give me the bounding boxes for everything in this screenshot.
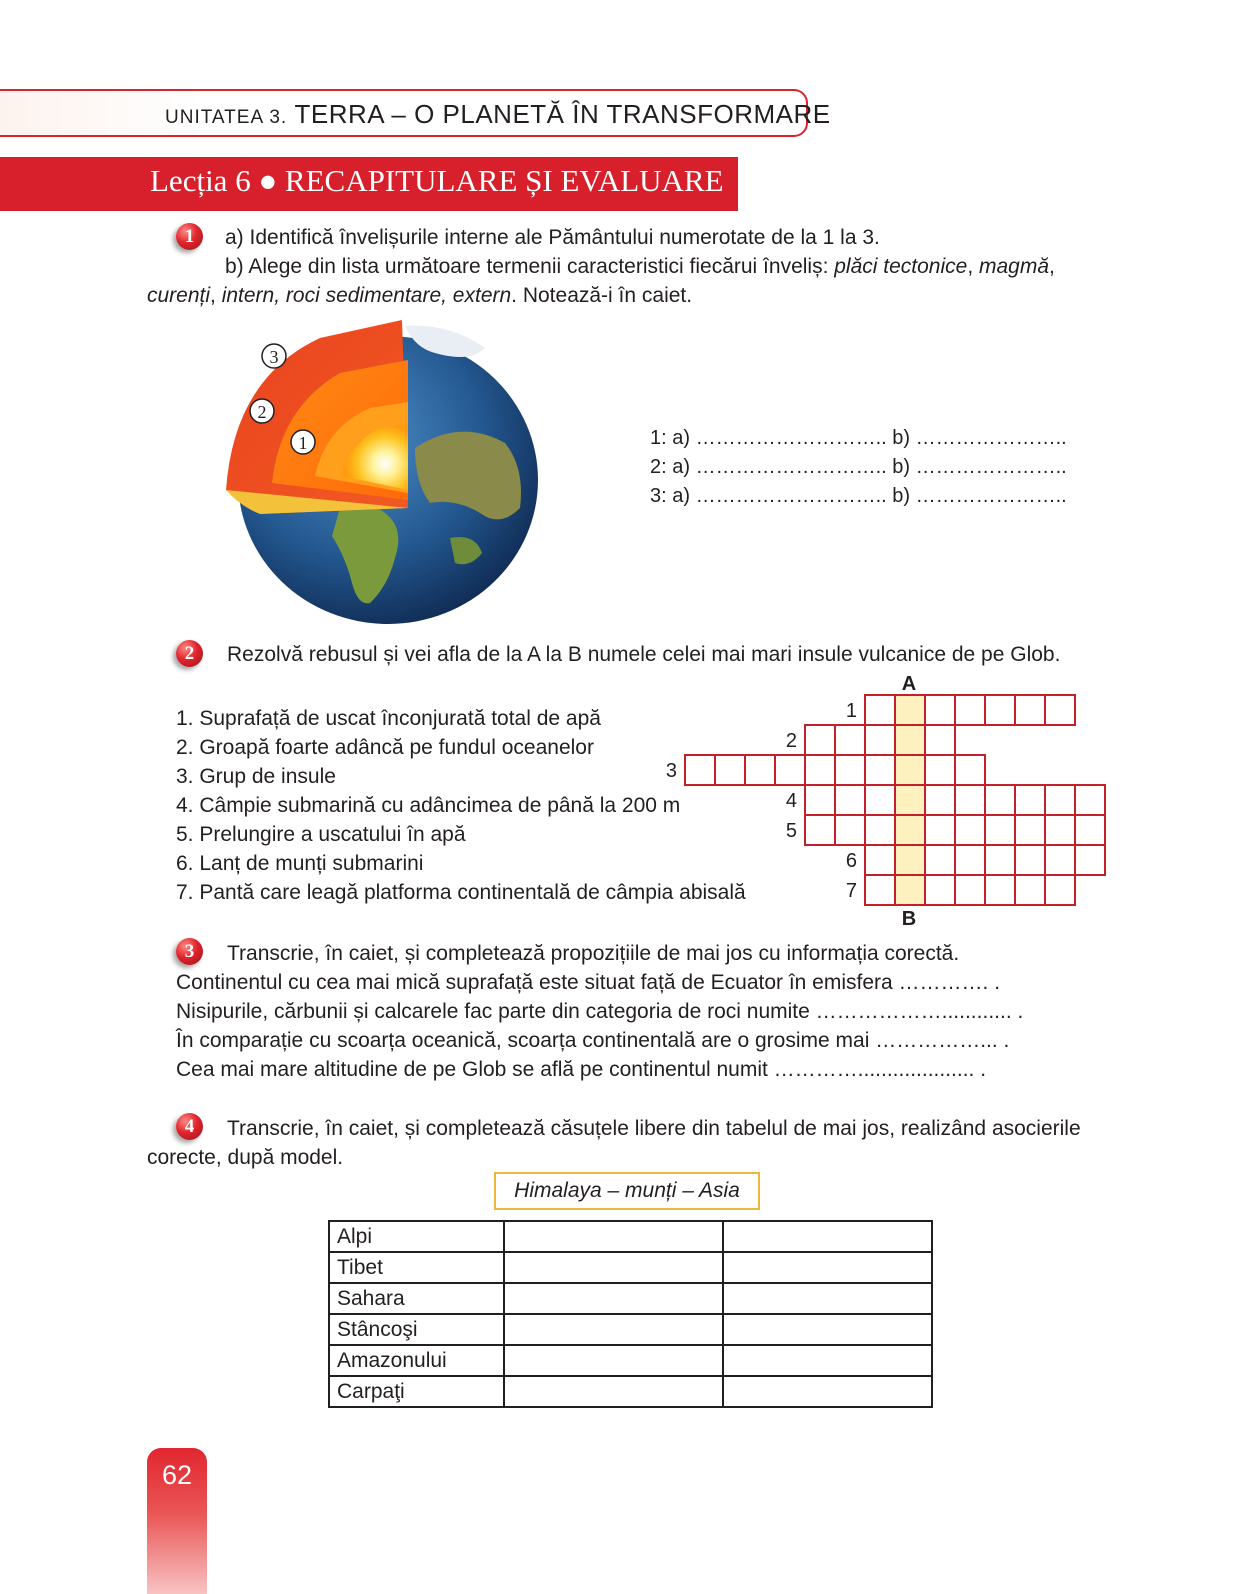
- crossword-cell: [805, 755, 835, 785]
- crossword-cell: [865, 785, 895, 815]
- crossword-cell: [985, 785, 1015, 815]
- crossword-key-cell: [895, 725, 925, 755]
- crossword-cell: [745, 755, 775, 785]
- crossword-cell: [955, 755, 985, 785]
- answer-line-3: 3: a) ……………………….. b) …………………..: [650, 485, 1067, 507]
- crossword-cell: [925, 845, 955, 875]
- empty-cell: [504, 1283, 723, 1314]
- crossword-cell: [1015, 785, 1045, 815]
- crossword-grid: [665, 668, 1130, 930]
- empty-cell: [723, 1252, 932, 1283]
- row-label: Tibet: [329, 1252, 504, 1283]
- crossword-cell: [1045, 815, 1075, 845]
- crossword-cell: [1045, 845, 1075, 875]
- ex2-instruction: Rezolvă rebusul și vei afla de la A la B numele celei mai mari insule vulcanice de pe Glob.: [227, 643, 1061, 666]
- earth-layers-illustration: [220, 318, 540, 624]
- row-label: Stâncoşi: [329, 1314, 504, 1345]
- empty-cell: [504, 1221, 723, 1252]
- crossword-row-number: 3: [665, 760, 677, 782]
- crossword-cell: [1015, 845, 1045, 875]
- clue-7: 7. Pantă care leagă platforma continentală de câmpia abisală: [176, 881, 746, 904]
- clue-1: 1. Suprafață de uscat înconjurată total de apă: [176, 707, 601, 730]
- crossword-cell: [1075, 815, 1105, 845]
- model-example: Himalaya – munți – Asia: [494, 1172, 760, 1210]
- table-row: [329, 1221, 932, 1252]
- ex3-sentence-2: Nisipurile, cărbunii și calcarele fac parte din categoria de roci numite ………………............ .: [176, 1000, 1024, 1023]
- ex3-sentence-4: Cea mai mare altitudine de pe Glob se află pe continentul numit ………….................... .: [176, 1058, 987, 1081]
- row-label: Sahara: [329, 1283, 504, 1314]
- row-label: Amazonului: [329, 1345, 504, 1376]
- answer-line-2: 2: a) ……………………….. b) …………………..: [650, 456, 1067, 478]
- lesson-title: Lecția 6 ● RECAPITULARE ȘI EVALUARE: [150, 163, 724, 198]
- crossword-cell: [835, 815, 865, 845]
- crossword-cell: [865, 695, 895, 725]
- table-row: [329, 1252, 932, 1283]
- crossword-cell: [835, 755, 865, 785]
- clue-4: 4. Câmpie submarină cu adâncimea de până la 200 m: [176, 794, 681, 817]
- ex1-line-a: a) Identifică învelișurile interne ale Pământului numerotate de la 1 la 3.: [225, 226, 880, 249]
- crossword-cell: [835, 785, 865, 815]
- label-b: B: [901, 908, 917, 930]
- page-number: 62: [161, 1460, 193, 1490]
- crossword-row-number: 2: [785, 730, 797, 752]
- crossword-cell: [775, 755, 805, 785]
- unit-title: UNITATEA 3. TERRA – O PLANETĂ ÎN TRANSFORMARE: [165, 99, 831, 129]
- crossword-cell: [955, 785, 985, 815]
- clue-3: 3. Grup de insule: [176, 765, 336, 788]
- ex3-sentence-1: Continentul cu cea mai mică suprafață este situat față de Ecuator în emisfera …………. .: [176, 971, 1001, 994]
- layer-3-label: 3: [269, 347, 279, 367]
- crossword-cell: [925, 815, 955, 845]
- ex3-instruction: Transcrie, în caiet, și completează propozițiile de mai jos cu informația corectă.: [227, 942, 960, 965]
- exercise-2-number: 2: [176, 640, 203, 667]
- table-row: [329, 1345, 932, 1376]
- empty-cell: [723, 1283, 932, 1314]
- empty-cell: [723, 1221, 932, 1252]
- ex3-sentence-3: În comparație cu scoarța oceanică, scoarța continentală are o grosime mai ……………... .: [176, 1029, 1010, 1052]
- crossword-cell: [865, 725, 895, 755]
- crossword-cell: [805, 725, 835, 755]
- empty-cell: [504, 1345, 723, 1376]
- crossword-cell: [925, 725, 955, 755]
- empty-cell: [504, 1252, 723, 1283]
- empty-cell: [504, 1376, 723, 1407]
- row-label: Alpi: [329, 1221, 504, 1252]
- crossword-cell: [1015, 875, 1045, 905]
- crossword-cell: [955, 695, 985, 725]
- ex4-instruction-1: Transcrie, în caiet, și completează căsuțele libere din tabelul de mai jos, realizând asocierile: [227, 1117, 1081, 1140]
- crossword-cell: [1075, 785, 1105, 815]
- clue-6: 6. Lanț de munți submarini: [176, 852, 424, 875]
- crossword-cell: [985, 695, 1015, 725]
- crossword-cell: [865, 845, 895, 875]
- ex4-instruction-2: corecte, după model.: [147, 1146, 344, 1169]
- crossword-cell: [1045, 785, 1075, 815]
- clue-2: 2. Groapă foarte adâncă pe fundul oceanelor: [176, 736, 594, 759]
- table-row: [329, 1314, 932, 1345]
- crossword-cell: [865, 875, 895, 905]
- crossword-key-cell: [895, 695, 925, 725]
- crossword-key-cell: [895, 875, 925, 905]
- crossword-cell: [985, 875, 1015, 905]
- crossword-row-number: 6: [845, 850, 857, 872]
- crossword-cell: [955, 815, 985, 845]
- crossword-row-number: 7: [845, 880, 857, 902]
- empty-cell: [723, 1314, 932, 1345]
- exercise-3-number: 3: [176, 938, 203, 965]
- crossword-cell: [1015, 815, 1045, 845]
- exercise-1-number: 1: [176, 223, 203, 250]
- empty-cell: [504, 1314, 723, 1345]
- crossword-cell: [985, 845, 1015, 875]
- layer-1-label: 1: [298, 433, 308, 453]
- crossword-cell: [925, 755, 955, 785]
- crossword-cell: [685, 755, 715, 785]
- crossword-key-cell: [895, 755, 925, 785]
- crossword-row-number: 4: [785, 790, 797, 812]
- empty-cell: [723, 1376, 932, 1407]
- crossword-cell: [805, 815, 835, 845]
- crossword-key-cell: [895, 815, 925, 845]
- empty-cell: [723, 1345, 932, 1376]
- crossword-cell: [925, 875, 955, 905]
- crossword-cell: [925, 785, 955, 815]
- crossword-cell: [1045, 695, 1075, 725]
- association-table: [328, 1220, 933, 1408]
- exercise-4-number: 4: [176, 1113, 203, 1140]
- crossword-cell: [985, 815, 1015, 845]
- crossword-cell: [955, 845, 985, 875]
- crossword-cell: [835, 725, 865, 755]
- crossword-cell: [1015, 695, 1045, 725]
- table-row: [329, 1283, 932, 1314]
- crossword-cell: [955, 875, 985, 905]
- ex1-line-c: curenți, intern, roci sedimentare, extern. Notează-i în caiet.: [147, 284, 693, 307]
- crossword-cell: [925, 695, 955, 725]
- table-row: [329, 1376, 932, 1407]
- label-a: A: [901, 673, 917, 695]
- layer-2-label: 2: [257, 402, 267, 422]
- ex1-line-b: b) Alege din lista următoare termenii caracteristici fiecărui înveliș: plăci tectonice, magmă,: [225, 255, 1055, 278]
- crossword-key-cell: [895, 845, 925, 875]
- crossword-cell: [805, 785, 835, 815]
- crossword-key-cell: [895, 785, 925, 815]
- crossword-row-number: 1: [845, 700, 857, 722]
- crossword-cell: [715, 755, 745, 785]
- crossword-row-number: 5: [785, 820, 797, 842]
- crossword-cell: [1045, 875, 1075, 905]
- row-label: Carpaţi: [329, 1376, 504, 1407]
- crossword-cell: [1075, 845, 1105, 875]
- clue-5: 5. Prelungire a uscatului în apă: [176, 823, 466, 846]
- crossword-cell: [865, 815, 895, 845]
- answer-line-1: 1: a) ……………………….. b) …………………..: [650, 427, 1067, 449]
- crossword-cell: [865, 755, 895, 785]
